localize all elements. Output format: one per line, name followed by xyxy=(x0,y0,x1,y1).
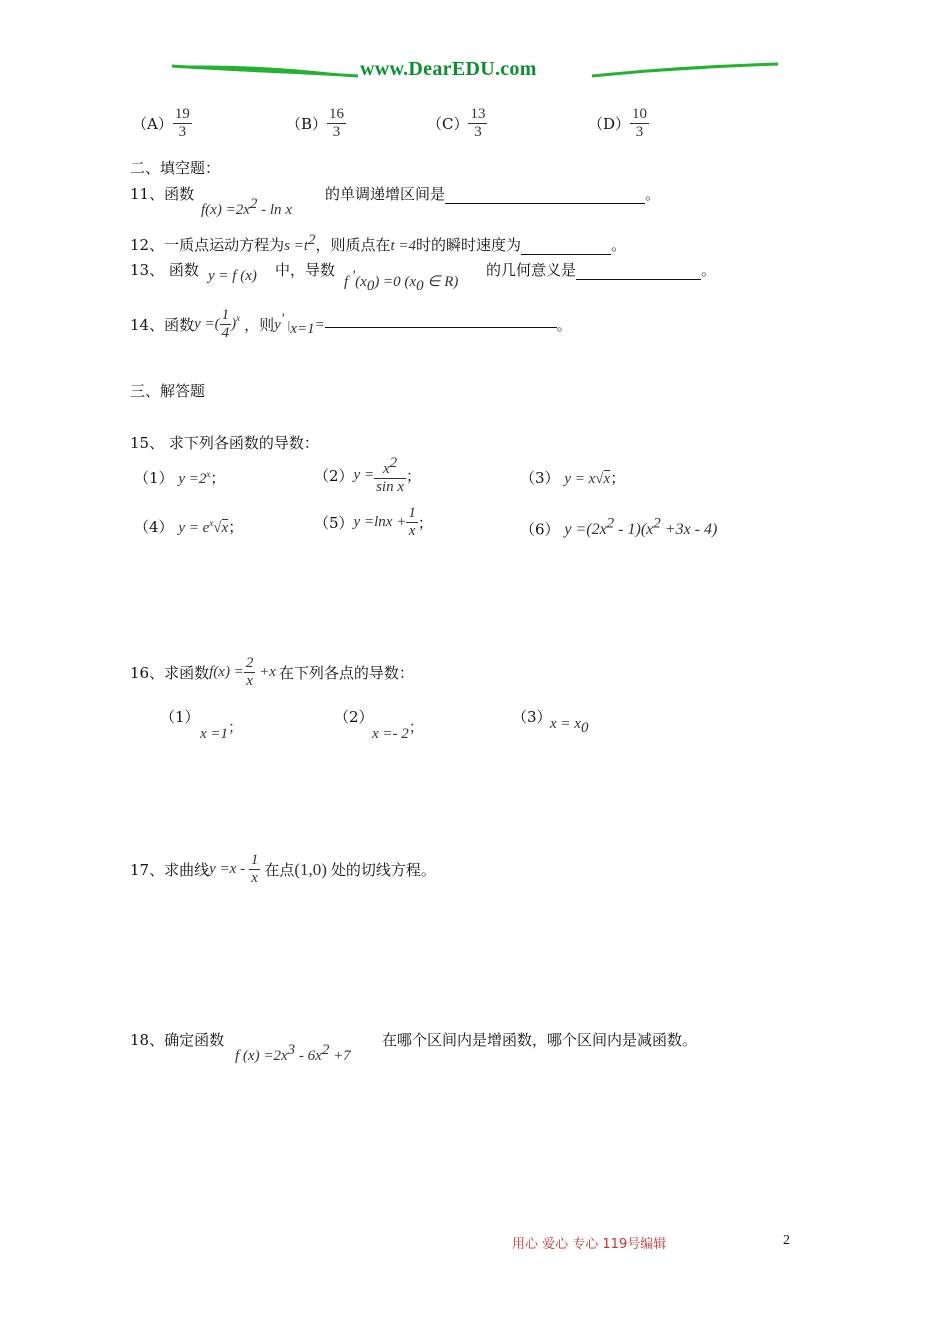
q12-t: t =4 xyxy=(390,238,417,254)
q15-item-5 xyxy=(314,505,433,540)
item-label: （1） xyxy=(134,469,174,487)
choice-label: （C） xyxy=(427,115,469,133)
q16-item-2 xyxy=(334,706,374,727)
choice-d xyxy=(588,106,649,141)
choice-fraction: $\frac{10}{3}$ xyxy=(632,106,648,140)
answer-blank[interactable] xyxy=(576,279,701,280)
q13-formula-2: f $'(x_0) =0$ ($x_0$ ∈ R) xyxy=(344,268,459,294)
q18-formula: f $(x) =2x^3 - 6x^2 +7$ xyxy=(235,1042,351,1064)
q13-tail xyxy=(486,259,716,280)
semicolon: ； xyxy=(610,469,626,487)
semicolon: ； xyxy=(408,718,424,736)
q16-item-3 xyxy=(512,706,552,727)
answer-blank[interactable] xyxy=(445,203,645,204)
question-17 xyxy=(130,852,436,887)
q12-mid1: ，则质点在 xyxy=(315,236,391,254)
q15-4-formula: $y = e^x√x$ xyxy=(178,518,229,536)
q13-prefix: 13、 函数 xyxy=(130,261,199,279)
q17-formula: y = x - $\frac{1}{x}$ xyxy=(209,852,259,886)
q15-5-formula: y =ln x + $\frac{1}{x}$ xyxy=(353,505,416,539)
q16-formula: f ( x ) = $\frac{2}{x}$ + x xyxy=(209,655,276,689)
q18-prefix: 18、确定函数 xyxy=(130,1031,225,1049)
page-number: 2 xyxy=(783,1233,790,1248)
q17-suffix: 处的切线方程。 xyxy=(330,861,436,879)
q14-prefix: 14、函数 xyxy=(130,316,195,334)
q11-end: 。 xyxy=(645,185,661,203)
q14-mid: ，则 xyxy=(244,316,275,334)
header-banner xyxy=(170,56,780,92)
item-label: （2） xyxy=(334,708,374,726)
q16-prefix: 16、求函数 xyxy=(130,664,210,682)
q12-mid2: 时的瞬时速度为 xyxy=(416,236,522,254)
answer-blank[interactable] xyxy=(521,254,611,255)
q11-prefix: 11、函数 xyxy=(130,185,195,203)
q14-formula: y =( $\frac{1}{4}$ ) $^x$ xyxy=(194,307,241,341)
q11-suffix: 的单调递增区间是 xyxy=(325,185,446,203)
q12-end: 。 xyxy=(611,236,627,254)
choice-b xyxy=(286,106,346,141)
q16-3-formula: $x = x_0$ xyxy=(550,716,589,736)
q15-item-4 xyxy=(134,516,243,537)
item-label: （3） xyxy=(520,469,560,487)
choice-label: （B） xyxy=(286,115,328,133)
question-13 xyxy=(130,259,199,280)
q12-eq: $s =t^2$ xyxy=(284,232,316,254)
site-name[interactable]: www.DearEDU.com xyxy=(360,58,537,80)
footer-text: 用心 爱心 专心 119号编辑 xyxy=(512,1237,667,1252)
q16-suffix: 在下列各点的导数： xyxy=(278,664,414,682)
item-label: （2） xyxy=(314,467,354,485)
q15-6-formula: $y =(2x^2 - 1)(x^2 +3x - 4)$ xyxy=(564,516,718,539)
question-18 xyxy=(130,1029,224,1050)
semicolon: ； xyxy=(406,467,422,485)
q14-derivative: y' $|_{x=1}=$ xyxy=(274,311,325,337)
q13-end: 。 xyxy=(701,261,717,279)
semicolon: ； xyxy=(417,514,433,532)
q11-formula: $f(x) =2x^2 - \ln x$ xyxy=(201,196,292,218)
q11-tail xyxy=(325,183,660,204)
q13-suffix: 的几何意义是 xyxy=(486,261,577,279)
choice-c xyxy=(427,106,487,141)
section-heading-solve: 三、解答题 xyxy=(130,382,206,400)
q13-formula-1: y = f (x) xyxy=(208,268,257,284)
choice-a xyxy=(132,106,192,141)
section-heading-fill: 二、填空题： xyxy=(130,159,221,177)
q15-2-formula: y = $\frac{x^2}{\text{sin x}}$ xyxy=(353,455,405,495)
q15-item-3 xyxy=(520,467,625,488)
q15-title: 15、 求下列各函数的导数： xyxy=(130,434,319,452)
question-12 xyxy=(130,232,626,255)
question-16 xyxy=(130,655,414,690)
choice-label: （A） xyxy=(132,115,173,133)
q14-end: 。 xyxy=(556,316,572,334)
item-label: （5） xyxy=(314,514,354,532)
q12-prefix: 12、一质点运动方程为 xyxy=(130,236,285,254)
q17-point: (1,0) xyxy=(294,859,327,879)
q17-prefix: 17、求曲线 xyxy=(130,861,210,879)
choice-fraction: $\frac{16}{3}$ xyxy=(329,106,345,140)
item-label: （3） xyxy=(512,708,552,726)
q15-1-formula: $y =2^x$ xyxy=(178,469,211,487)
q15-item-2 xyxy=(314,455,421,496)
item-label: （6） xyxy=(520,520,560,539)
q16-2-formula: x =- 2； xyxy=(372,718,424,742)
choice-fraction: $\frac{13}{3}$ xyxy=(470,106,486,140)
q15-item-1 xyxy=(134,467,225,488)
item-label: （4） xyxy=(134,518,174,536)
header-swoosh-left xyxy=(170,60,360,80)
answer-blank[interactable] xyxy=(325,327,557,328)
q15-3-formula: y = x√x xyxy=(564,471,611,487)
question-11 xyxy=(130,183,194,204)
semicolon: ； xyxy=(228,518,244,536)
choice-label: （D） xyxy=(588,115,631,133)
q13-mid1: 中，导数 xyxy=(275,261,336,279)
q15-item-6 xyxy=(520,516,717,539)
q16-item-1 xyxy=(160,706,200,727)
q16-1-formula: x =1； xyxy=(200,718,244,742)
q17-mid: 在点 xyxy=(264,861,295,879)
q18-suffix: 在哪个区间内是增函数，哪个区间内是减函数。 xyxy=(382,1031,698,1049)
semicolon: ； xyxy=(228,718,244,736)
semicolon: ； xyxy=(210,469,226,487)
header-swoosh-right xyxy=(590,60,780,80)
choice-fraction: $\frac{19}{3}$ xyxy=(174,106,190,140)
question-14 xyxy=(130,307,572,342)
item-label: （1） xyxy=(160,708,200,726)
